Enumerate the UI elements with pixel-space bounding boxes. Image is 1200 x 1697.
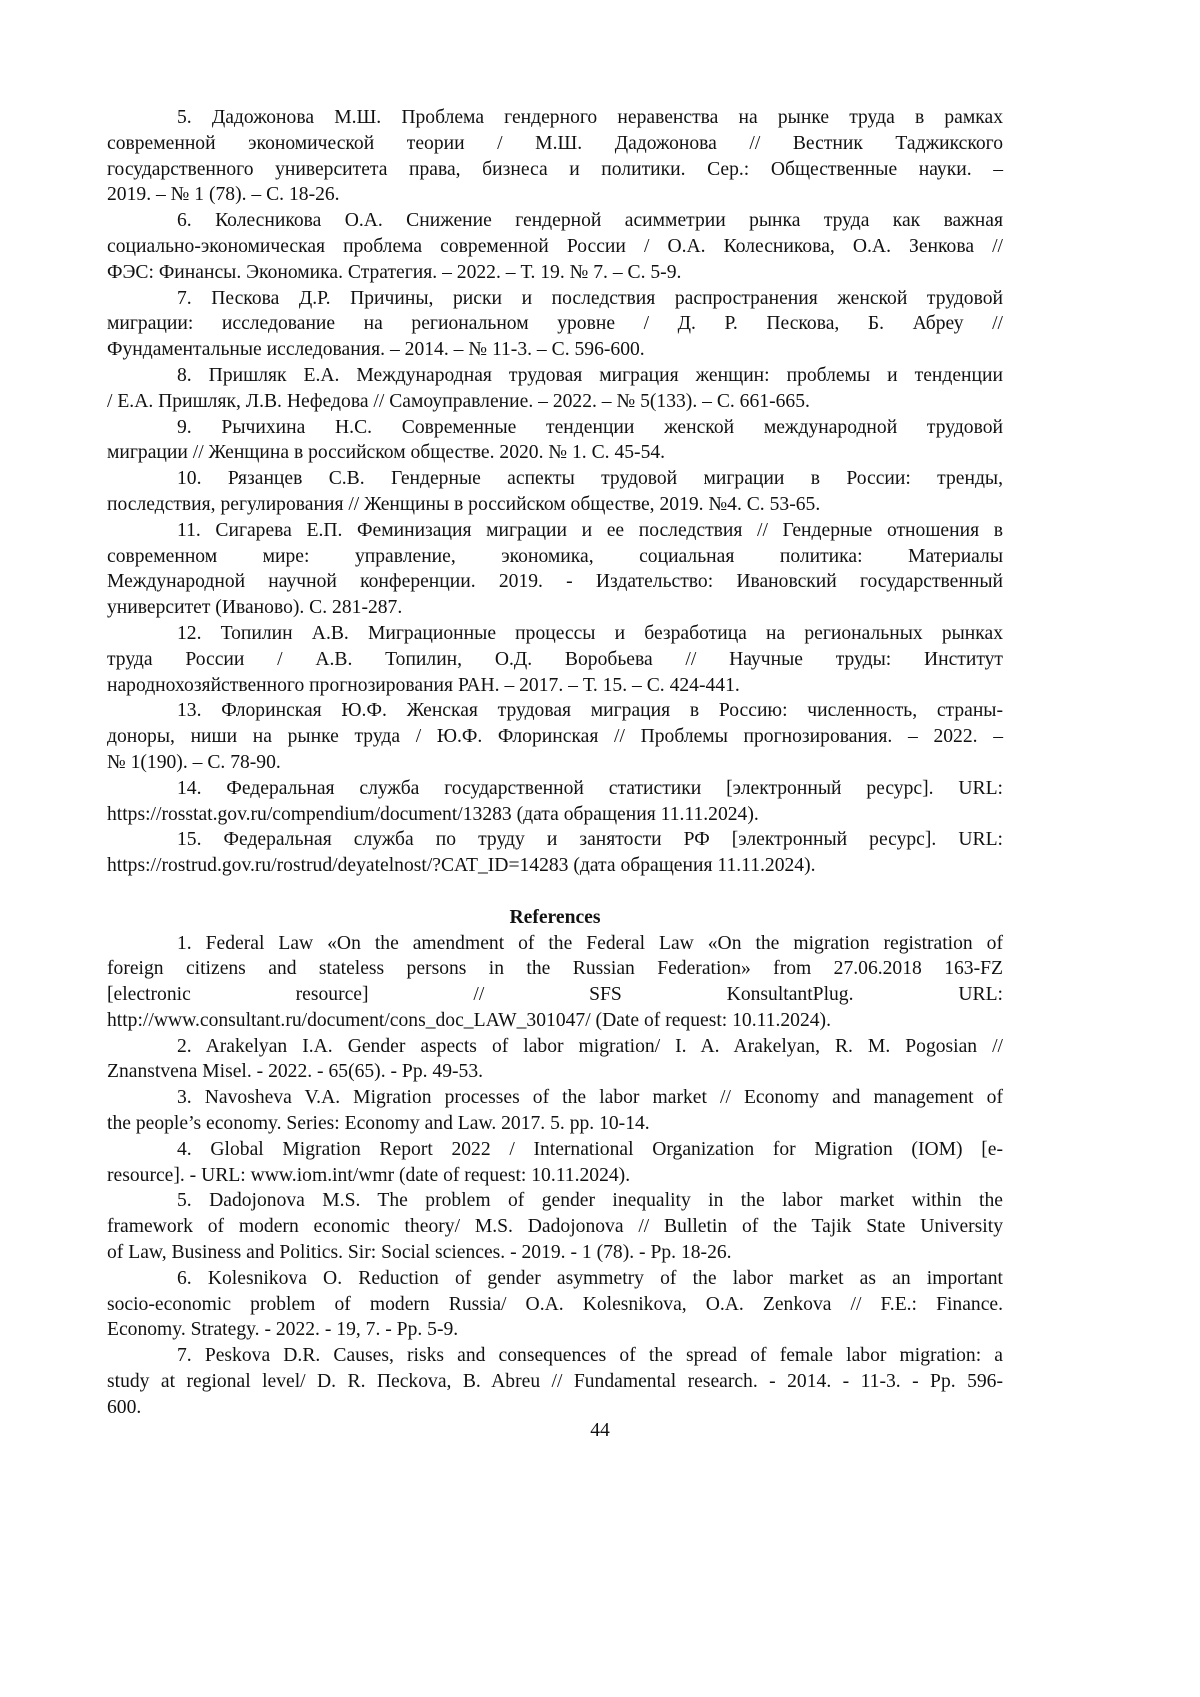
reference-line: последствия, регулирования // Женщины в российском обществе, 2019. №4. С. 53-65.: [107, 493, 821, 515]
reference-line: the people’s economy. Series: Economy and Law. 2017. 5. pp. 10-14.: [107, 1113, 650, 1135]
reference-entry: [107, 363, 1003, 415]
reference-line: 14. Федеральная служба государственной статистики [электронный ресурс]. URL:: [177, 777, 1003, 799]
reference-line: 15. Федеральная служба по труду и занятости РФ [электронный ресурс]. URL:: [177, 829, 1003, 851]
reference-line: of Law, Business and Politics. Sir: Social sciences. - 2019. - 1 (78). - Pp. 18-26.: [107, 1242, 732, 1264]
reference-line: 6. Kolesnikova O. Reduction of gender asymmetry of the labor market as an important: [177, 1267, 1003, 1289]
reference-line: 6. Колесникова О.А. Снижение гендерной асимметрии рынка труда как важная: [177, 210, 1003, 232]
reference-entry: [107, 621, 1003, 698]
document-page: [107, 105, 1003, 1421]
reference-line: framework of modern economic theory/ M.S. Dadojonova // Bulletin of the Tajik State University: [107, 1216, 1003, 1238]
reference-line: 7. Пескова Д.Р. Причины, риски и последствия распространения женской трудовой: [177, 287, 1003, 309]
reference-line: resource]. - URL: www.iom.int/wmr (date of request: 10.11.2024).: [107, 1164, 631, 1186]
reference-line: 12. Топилин А.В. Миграционные процессы и безработица на региональных рынках: [177, 622, 1003, 644]
reference-line: современной экономической теории / М.Ш. Дадожонова // Вестник Таджикского: [107, 132, 1003, 154]
reference-line: 8. Пришляк Е.А. Международная трудовая миграция женщин: проблемы и тенденции: [177, 364, 1003, 386]
reference-entry: [107, 1343, 1003, 1420]
reference-entry: [107, 518, 1003, 621]
reference-line: 4. Global Migration Report 2022 / International Organization for Migration (IOM) [e-: [177, 1138, 1003, 1160]
reference-line: 600.: [107, 1396, 142, 1418]
reference-line: 9. Рычихина Н.С. Современные тенденции женской международной трудовой: [177, 416, 1003, 438]
reference-line: 1. Federal Law «On the amendment of the Federal Law «On the migration registration of: [177, 932, 1003, 954]
russian-bibliography: [107, 105, 1003, 879]
reference-line: Economy. Strategy. - 2022. - 19, 7. - Pp. 5-9.: [107, 1319, 459, 1341]
reference-line: http://www.consultant.ru/document/cons_doc_LAW_301047/ (Date of request: 10.11.2024).: [107, 1009, 831, 1031]
reference-line: 10. Рязанцев С.В. Гендерные аспекты трудовой миграции в России: тренды,: [177, 468, 1003, 490]
reference-line: study at regional level/ D. R. Пeckova, B. Abreu // Fundamental research. - 2014. - 11-3. - Pp. 596-: [107, 1371, 1003, 1393]
page-number: 44: [590, 1420, 610, 1441]
reference-line: 5. Dadojonova M.S. The problem of gender inequality in the labor market within the: [177, 1190, 1003, 1212]
reference-entry: [107, 1266, 1003, 1343]
references-heading: References: [509, 906, 601, 928]
reference-line: современном мире: управление, экономика, социальная политика: Материалы: [107, 545, 1003, 567]
reference-line: миграции // Женщина в российском обществе. 2020. № 1. С. 45-54.: [107, 442, 666, 464]
reference-line: 2019. – № 1 (78). – С. 18-26.: [107, 184, 340, 206]
reference-line: Znanstvena Misel. - 2022. - 65(65). - Pp. 49-53.: [107, 1061, 484, 1083]
reference-entry: [107, 698, 1003, 775]
reference-line: socio-economic problem of modern Russia/ O.A. Kolesnikova, O.A. Zenkova // F.E.: Finance.: [107, 1293, 1003, 1315]
spacer: [107, 879, 1003, 905]
reference-line: 2. Arakelyan I.A. Gender aspects of labor migration/ I. A. Arakelyan, R. M. Pogosian //: [177, 1035, 1003, 1057]
reference-line: 5. Дадожонова М.Ш. Проблема гендерного неравенства на рынке труда в рамках: [177, 107, 1003, 128]
reference-line: миграции: исследование на региональном уровне / Д. Р. Пескова, Б. Абреу //: [107, 313, 1003, 335]
reference-line: 3. Navosheva V.A. Migration processes of the labor market // Economy and management of: [177, 1087, 1003, 1109]
reference-line: https://rosstat.gov.ru/compendium/document/13283 (дата обращения 11.11.2024).: [107, 803, 759, 825]
reference-line: 7. Peskova D.R. Causes, risks and consequences of the spread of female labor migration: a: [177, 1345, 1003, 1367]
reference-line: Фундаментальные исследования. – 2014. – № 11-3. – С. 596-600.: [107, 339, 645, 361]
reference-line: народнохозяйственного прогнозирования РАН. – 2017. – Т. 15. – С. 424-441.: [107, 674, 740, 696]
reference-entry: [107, 1188, 1003, 1265]
reference-line: государственного университета права, бизнеса и политики. Сер.: Общественные науки. –: [107, 158, 1003, 180]
reference-entry: [107, 208, 1003, 285]
reference-line: foreign citizens and stateless persons in the Russian Federation» from 27.06.2018 163-FZ: [107, 958, 1003, 980]
reference-entry: [107, 286, 1003, 363]
reference-line: Международной научной конференции. 2019. - Издательство: Ивановский государственный: [107, 571, 1003, 593]
reference-line: доноры, ниши на рынке труда / Ю.Ф. Флоринская // Проблемы прогнозирования. – 2022. –: [107, 726, 1003, 748]
reference-line: труда России / А.В. Топилин, О.Д. Воробьева // Научные труды: Институт: [107, 648, 1003, 670]
reference-line: [electronic resource] // SFS KonsultantPlug. URL:: [107, 984, 1003, 1006]
english-references: [107, 931, 1003, 1421]
reference-line: https://rostrud.gov.ru/rostrud/deyatelnost/?CAT_ID=14283 (дата обращения 11.11.2024).: [107, 855, 816, 877]
reference-line: социально-экономическая проблема современной России / О.А. Колесникова, О.А. Зенкова //: [107, 235, 1003, 257]
reference-line: 13. Флоринская Ю.Ф. Женская трудовая миграция в Россию: численность, страны-: [177, 700, 1003, 722]
reference-line: ФЭС: Финансы. Экономика. Стратегия. – 2022. – Т. 19. № 7. – С. 5-9.: [107, 261, 682, 283]
reference-entry: [107, 105, 1003, 208]
reference-entry: [107, 415, 1003, 467]
reference-entry: [107, 827, 1003, 879]
reference-line: университет (Иваново). С. 281-287.: [107, 597, 403, 619]
reference-line: / Е.А. Пришляк, Л.В. Нефедова // Самоуправление. – 2022. – № 5(133). – С. 661-665.: [107, 390, 810, 412]
reference-entry: [107, 1085, 1003, 1137]
reference-entry: [107, 931, 1003, 1034]
reference-entry: [107, 466, 1003, 518]
reference-entry: [107, 776, 1003, 828]
reference-line: 11. Сигарева Е.П. Феминизация миграции и ее последствия // Гендерные отношения в: [177, 519, 1003, 541]
reference-entry: [107, 1034, 1003, 1086]
reference-line: № 1(190). – С. 78-90.: [107, 751, 281, 773]
reference-entry: [107, 1137, 1003, 1189]
